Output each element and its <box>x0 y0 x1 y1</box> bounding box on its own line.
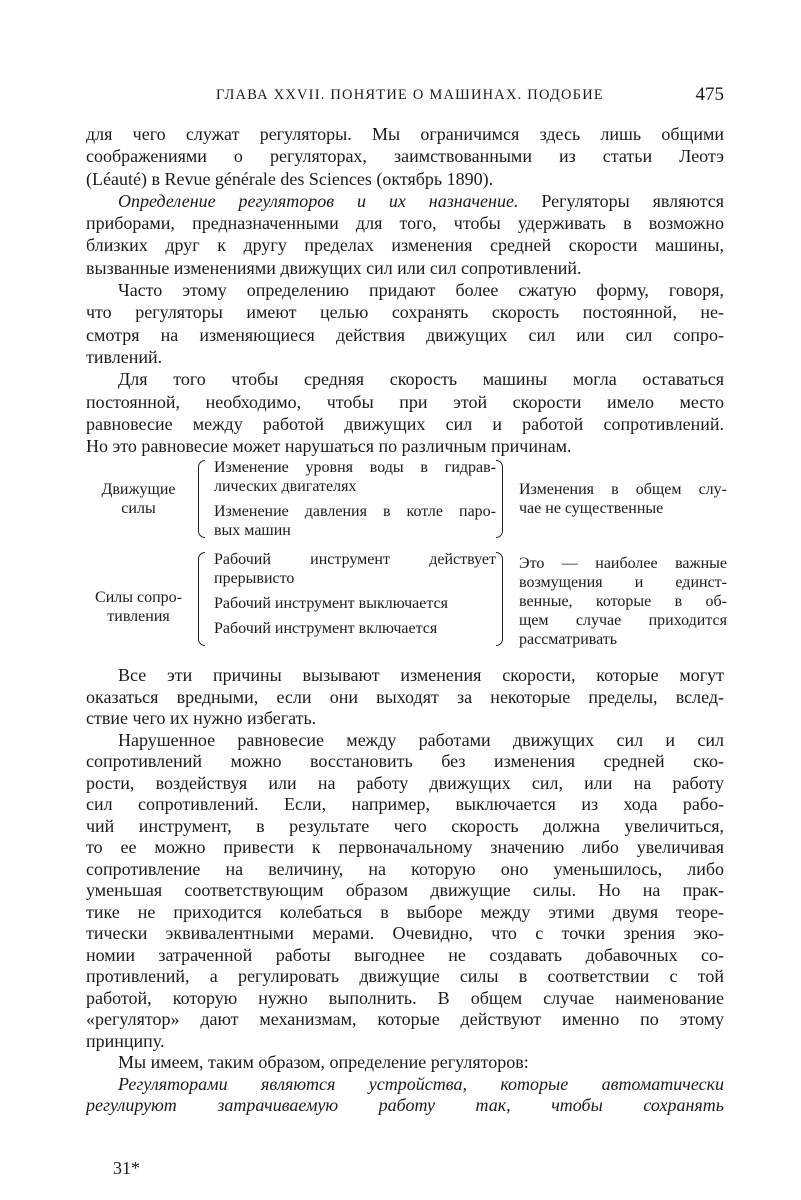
causes-table <box>86 458 731 648</box>
text-line: «регулятор» дают механизмам, которые действуют именно по этому <box>86 1009 724 1029</box>
item-line: Рабочий инструмент действует <box>214 551 496 568</box>
note-line: чае не существенные <box>519 500 664 517</box>
text-line: равновесие между работой движущих сил и работой сопротивлений. <box>86 413 724 434</box>
text-line: Мы имеем, таким образом, определение регуляторов: <box>118 1052 529 1072</box>
text-line: рости, воздействуя или на работу движущих сил, или на работу <box>86 772 724 793</box>
item-line: лических двигателях <box>214 478 357 495</box>
note-line: венные, которые в об- <box>519 593 727 610</box>
item-line: вых машин <box>214 522 291 539</box>
label-line: силы <box>121 500 156 517</box>
paragraph <box>86 730 724 1053</box>
table-item <box>214 550 496 588</box>
text-line: близких друг к другу пределах изменения средней скорости машины, <box>86 235 724 256</box>
note-line: возмущения и единст- <box>519 574 727 591</box>
text-line: Для того чтобы средняя скорость машины могла оставаться <box>118 369 724 390</box>
chapter-title: ГЛАВА XXVII. ПОНЯТИЕ О МАШИНАХ. ПОДОБИЕ <box>216 87 604 103</box>
text-line: тически эквивалентными мерами. Очевидно, что с точки зрения эко- <box>86 923 724 943</box>
label-line: Движущие <box>101 481 176 498</box>
table-item <box>214 458 496 496</box>
note-line: рассматривать <box>519 631 618 648</box>
text-line: сопротивлений можно восстановить без изменения средней ско- <box>86 751 724 771</box>
text-line <box>86 190 724 212</box>
text-line: вызванные изменениями движущих сил или сил сопротивлений. <box>86 257 582 278</box>
right-brace <box>496 460 503 538</box>
group-items <box>214 458 496 546</box>
label-line: Силы сопро- <box>95 589 182 606</box>
text-line: оказаться вредными, если они выходят за некоторые пределы, вслед- <box>86 686 724 707</box>
left-brace <box>198 460 205 538</box>
text-line: Часто этому определению придают более сжатую форму, говоря, <box>118 280 724 301</box>
text-line: (Léauté) в Revue générale des Sciences (октябрь 1890). <box>86 168 494 189</box>
text-line: Регуляторами являются устройства, которые автоматически <box>118 1073 724 1094</box>
text-line: Но это равновесие может нарушаться по различным причинам. <box>86 436 572 457</box>
note-line: Изменения в общем слу- <box>519 481 727 498</box>
note-line: Это — наиболее важные <box>519 555 727 572</box>
text-line: для чего служат регуляторы. Мы ограничимся здесь лишь общими <box>86 124 724 144</box>
group-label <box>86 588 191 626</box>
text-line: принципу. <box>86 1030 165 1051</box>
paragraph <box>86 665 724 730</box>
text-line: Все эти причины вызывают изменения скорости, которые могут <box>118 665 724 685</box>
text-line: приборами, предназначенными для того, чтобы удерживать в возможно <box>86 213 724 234</box>
left-brace <box>198 552 205 646</box>
paragraph <box>86 368 724 457</box>
paragraph <box>86 279 724 368</box>
item-line: Изменение уровня воды в гидрав- <box>214 459 496 476</box>
text-line: то ее можно привести к первоначальному значению либо увеличивая <box>86 837 724 857</box>
text-line: ствие чего их нужно избегать. <box>86 708 317 728</box>
text-line: противлений, а регулировать движущие силы в соответствии с той <box>86 966 724 986</box>
item-line: Рабочий инструмент включается <box>214 620 438 637</box>
page-number: 475 <box>695 84 724 105</box>
text-line: сил сопротивлений. Если, например, выключается из хода рабо- <box>86 794 724 814</box>
text-line: смотря на изменяющиеся действия движущих сил или сил сопро- <box>86 324 724 345</box>
table-group <box>86 458 731 540</box>
text-line: тике не приходится колебаться в выборе между этими двумя теоре- <box>86 901 724 922</box>
text-span: Регуляторы являются <box>518 190 724 211</box>
item-line: Рабочий инструмент выключается <box>214 595 448 612</box>
text-line: уменьшая соответствующим образом движущие силы. Но на прак- <box>86 880 724 900</box>
body-text-top <box>86 123 724 457</box>
label-line: тивления <box>107 608 170 625</box>
note-line: щем случае приходится <box>519 612 727 629</box>
text-line: номии затраченной работы выгоднее не создавать добавочных со- <box>86 944 724 965</box>
paragraph <box>86 190 724 279</box>
text-line: сопротивление на величину, на которую оно уменьшилось, либо <box>86 858 724 879</box>
table-item <box>214 594 496 613</box>
group-label <box>86 480 191 518</box>
text-line: что регуляторы имеют целью сохранять скорость постоянной, не- <box>86 302 724 323</box>
text-line: работой, которую нужно выполнить. В общем случае наименование <box>86 987 724 1008</box>
italic-heading: Определение регуляторов и их назначение. <box>118 190 519 211</box>
text-line: тивлений. <box>86 346 163 367</box>
signature-mark: 31* <box>113 1158 140 1178</box>
body-text-bottom <box>86 665 724 1117</box>
text-line: регулируют затрачиваемую работу так, чтобы сохранять <box>86 1095 724 1115</box>
paragraph <box>86 1052 724 1074</box>
table-item <box>214 502 496 540</box>
text-line: чий инструмент, в результате чего скорость должна увеличиться, <box>86 815 724 836</box>
group-note <box>519 554 727 649</box>
group-items <box>214 550 496 644</box>
group-note <box>519 480 727 518</box>
paragraph <box>86 1074 724 1117</box>
text-line: соображениями о регуляторах, заимствованными из статьи Леотэ <box>86 146 724 167</box>
running-header <box>86 84 724 108</box>
text-line: постоянной, необходимо, чтобы при этой скорости имело место <box>86 391 724 412</box>
table-group <box>86 550 731 648</box>
item-line: прерывисто <box>214 570 295 587</box>
text-line: Нарушенное равновесие между работами движущих сил и сил <box>118 729 724 750</box>
right-brace <box>496 552 503 646</box>
item-line: Изменение давления в котле паро- <box>214 503 496 520</box>
table-item <box>214 619 496 638</box>
paragraph <box>86 123 724 190</box>
